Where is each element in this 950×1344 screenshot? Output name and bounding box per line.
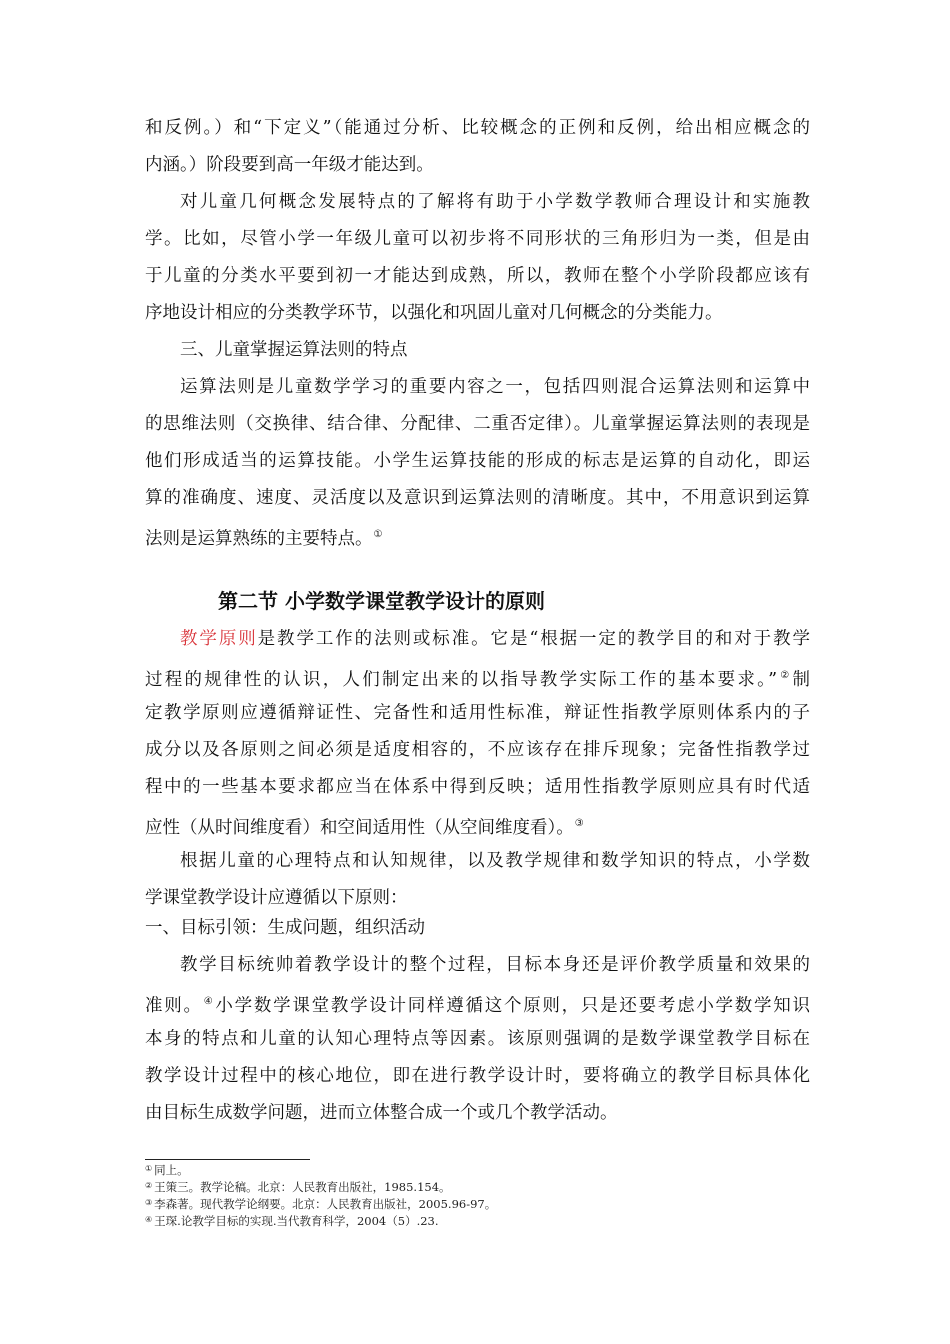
- paragraph-line: 和反例。）和“下定义”（能通过分析、比较概念的正例和反例，给出相应概念的: [145, 118, 810, 138]
- paragraph-text: 制: [792, 670, 811, 690]
- paragraph-line: 序地设计相应的分类教学环节，以强化和巩固儿童对几何概念的分类能力。: [145, 303, 723, 323]
- paragraph-line: 运算法则是儿童数学学习的重要内容之一，包括四则混合运算法则和运算中: [180, 377, 810, 397]
- footnote: [145, 1162, 189, 1177]
- paragraph-line: 的思维法则（交换律、结合律、分配律、二重否定律）。儿童掌握运算法则的表现是: [145, 414, 810, 434]
- paragraph-text: 应性（从时间维度看）和空间适用性（从空间维度看）。: [145, 818, 574, 838]
- paragraph-line: 成分以及各原则之间必须是适度相容的，不应该存在排斥现象；完备性指教学过: [145, 740, 810, 760]
- footnote-marker: ②: [145, 1181, 153, 1190]
- paragraph-line: 教学设计过程中的核心地位，即在进行教学设计时，要将确立的教学目标具体化: [145, 1066, 810, 1086]
- paragraph-line: 程中的一些基本要求都应当在体系中得到反映；适用性指教学原则应具有时代适: [145, 777, 810, 797]
- footnote: [145, 1213, 439, 1228]
- paragraph-text: 是教学工作的法则或标准。它是“根据一定的教学目的和对于教学: [257, 629, 811, 649]
- footnote-separator: [145, 1159, 310, 1160]
- footnote-text: 王策三。教学论稿。北京：人民教育出版社，1985.154。: [154, 1180, 451, 1194]
- paragraph-line: [145, 522, 810, 552]
- subheading: 三、儿童掌握运算法则的特点: [180, 340, 408, 360]
- paragraph-line: 定教学原则应遵循辩证性、完备性和适用性标准，辩证性指教学原则体系内的子: [145, 703, 810, 723]
- footnote-marker: ④: [145, 1215, 153, 1224]
- paragraph-line: 学课堂教学设计应遵循以下原则：: [145, 888, 408, 908]
- footnote-marker: ③: [145, 1198, 153, 1207]
- footnote-marker: ①: [145, 1164, 153, 1173]
- paragraph-text: 准则。: [145, 996, 203, 1016]
- paragraph-line: 由目标生成数学问题，进而立体整合成一个或几个教学活动。: [145, 1103, 618, 1123]
- paragraph-line: [145, 663, 810, 693]
- paragraph-line: [180, 626, 810, 652]
- paragraph-line: [145, 989, 810, 1019]
- paragraph-line: 内涵。）阶段要到高一年级才能达到。: [145, 155, 434, 175]
- section-title: 第二节 小学数学课堂教学设计的原则: [218, 589, 545, 613]
- paragraph-line: 根据儿童的心理特点和认知规律，以及教学规律和数学知识的特点，小学数: [180, 851, 810, 871]
- paragraph-line: 于儿童的分类水平要到初一才能达到成熟，所以，教师在整个小学阶段都应该有: [145, 266, 810, 286]
- paragraph-line: 对儿童几何概念发展特点的了解将有助于小学数学教师合理设计和实施教: [180, 192, 810, 212]
- footnote-marker: ③: [574, 818, 584, 829]
- footnote: [145, 1179, 451, 1194]
- paragraph-line: 他们形成适当的运算技能。小学生运算技能的形成的标志是运算的自动化，即运: [145, 451, 810, 471]
- paragraph-text: 过程的规律性的认识，人们制定出来的以指导教学实际工作的基本要求。”: [145, 670, 778, 690]
- footnote-marker: ①: [373, 529, 383, 540]
- footnote-marker: ②: [778, 670, 792, 681]
- paragraph-text: 小学数学课堂教学设计同样遵循这个原则，只是还要考虑小学数学知识: [215, 996, 811, 1016]
- paragraph-line: 算的准确度、速度、灵活度以及意识到运算法则的清晰度。其中，不用意识到运算: [145, 488, 810, 508]
- footnote: [145, 1196, 496, 1211]
- footnote-text: 李森著。现代教学论纲要。北京：人民教育出版社，2005.96-97。: [154, 1197, 497, 1211]
- highlighted-term: 教学原则: [180, 629, 258, 649]
- footnote-text: 王琛.论教学目标的实现.当代教育科学，2004（5）.23.: [154, 1214, 439, 1228]
- paragraph-line: 本身的特点和儿童的认知心理特点等因素。该原则强调的是数学课堂教学目标在: [145, 1029, 810, 1049]
- principle-heading: 一、目标引领：生成问题，组织活动: [145, 918, 425, 938]
- paragraph-line: 学。比如，尽管小学一年级儿童可以初步将不同形状的三角形归为一类，但是由: [145, 229, 810, 249]
- footnote-text: 同上。: [154, 1163, 189, 1177]
- paragraph-line: [145, 811, 810, 841]
- paragraph-line: 教学目标统帅着教学设计的整个过程，目标本身还是评价教学质量和效果的: [180, 955, 810, 975]
- paragraph-text: 法则是运算熟练的主要特点。: [145, 529, 373, 549]
- footnote-marker: ④: [203, 996, 215, 1007]
